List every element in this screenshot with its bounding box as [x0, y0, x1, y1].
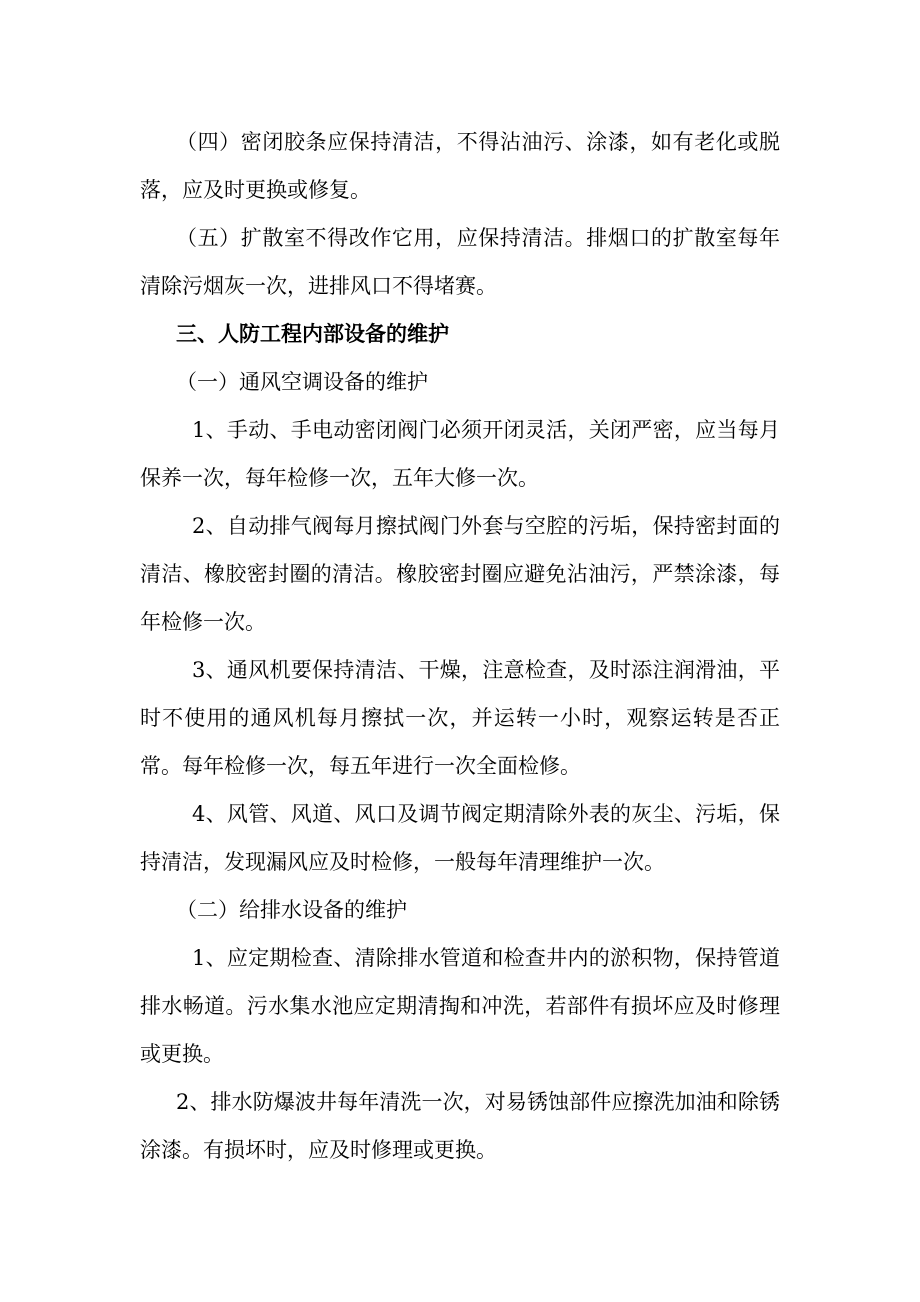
item-fans: 3、通风机要保持清洁、干燥，注意检查，及时添注润滑油，平时不使用的通风机每月擦拭一次，并运转一小时，观察运转是否正常。每年检修一次，每五年进行一次全面检修。 [140, 658, 780, 778]
document-body [140, 118, 780, 1174]
item-sealed-valves: 1、手动、手电动密闭阀门必须开闭灵活，关闭严密，应当每月保养一次，每年检修一次，五年大修一次。 [140, 418, 780, 490]
subheading-ventilation: （一）通风空调设备的维护 [176, 370, 428, 394]
item-blast-wave-well: 2、排水防爆波井每年清洗一次，对易锈蚀部件应擦洗加油和除锈涂漆。有损坏时，应及时修理或更换。 [140, 1090, 780, 1162]
section-heading-internal-equipment: 三、人防工程内部设备的维护 [176, 322, 449, 346]
item-drain-pipes: 1、应定期检查、清除排水管道和检查井内的淤积物，保持管道排水畅道。污水集水池应定期清掏和冲洗，若部件有损坏应及时修理或更换。 [140, 946, 780, 1066]
paragraph-seal-strip: （四）密闭胶条应保持清洁，不得沾油污、涂漆，如有老化或脱落，应及时更换或修复。 [140, 130, 780, 202]
item-auto-exhaust-valve: 2、自动排气阀每月擦拭阀门外套与空腔的污垢，保持密封面的清洁、橡胶密封圈的清洁。橡胶密封圈应避免沾油污，严禁涂漆，每年检修一次。 [140, 514, 780, 634]
paragraph-diffusion-room: （五）扩散室不得改作它用，应保持清洁。排烟口的扩散室每年清除污烟灰一次，进排风口不得堵赛。 [140, 226, 780, 298]
item-ducts: 4、风管、风道、风口及调节阀定期清除外表的灰尘、污垢，保持清洁，发现漏风应及时检修，一般每年清理维护一次。 [140, 802, 780, 874]
subheading-water-supply-drainage: （二）给排水设备的维护 [176, 898, 407, 922]
